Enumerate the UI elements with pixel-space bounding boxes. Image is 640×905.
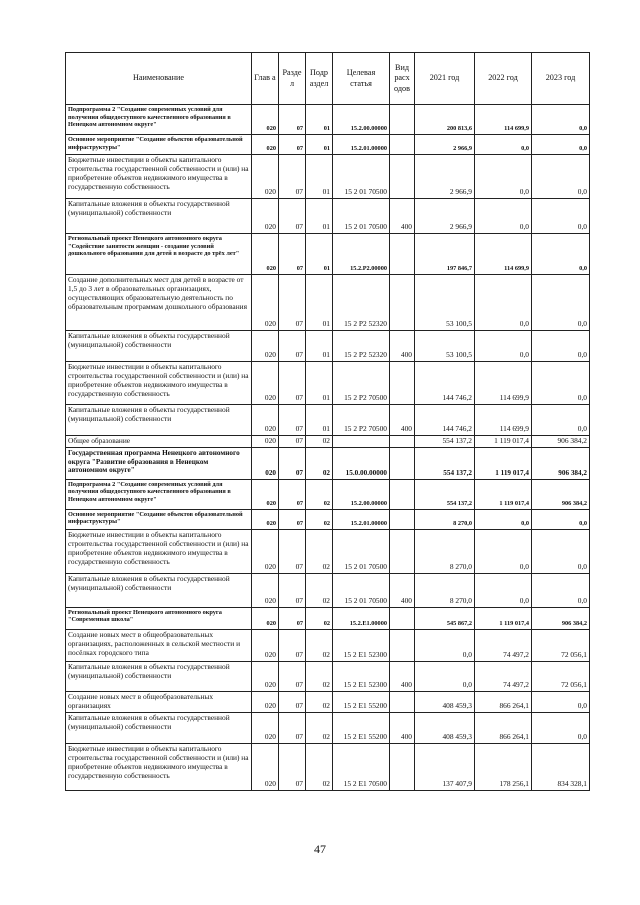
row-vid	[390, 436, 415, 448]
row-vid	[390, 105, 415, 135]
row-name: Капитальные вложения в объекты государственной (муниципальной) собственности	[66, 199, 252, 234]
row-2022: 0,0	[475, 155, 532, 199]
table-row	[66, 105, 590, 135]
row-2021: 137 407,9	[415, 743, 475, 790]
row-glava: 020	[252, 607, 279, 629]
row-vid	[390, 275, 415, 331]
row-2022: 0,0	[475, 573, 532, 607]
row-article: 15.2.01.00000	[333, 509, 390, 529]
row-2023: 72 056,1	[532, 661, 590, 691]
table-row	[66, 155, 590, 199]
row-name: Основное мероприятие "Создание объектов образовательной инфраструктуры"	[66, 135, 252, 155]
row-podrazdel: 02	[306, 712, 333, 743]
row-razdel: 07	[279, 573, 306, 607]
row-article: 15 2 Е1 55200	[333, 691, 390, 712]
row-2022: 1 119 017,4	[475, 447, 532, 479]
table-row	[66, 529, 590, 573]
row-article: 15 2 Е1 52300	[333, 629, 390, 661]
row-vid	[390, 607, 415, 629]
table-row	[66, 712, 590, 743]
row-2021: 2 966,9	[415, 199, 475, 234]
row-2022: 1 119 017,4	[475, 607, 532, 629]
row-2021: 408 459,3	[415, 691, 475, 712]
row-name: Государственная программа Ненецкого автономного округа "Развитие образования в Ненецком автономном округе"	[66, 447, 252, 479]
row-glava: 020	[252, 436, 279, 448]
row-article: 15.2.00.00000	[333, 479, 390, 509]
row-razdel: 07	[279, 331, 306, 362]
row-article: 15 2 Е1 70500	[333, 743, 390, 790]
row-vid	[390, 155, 415, 199]
row-name: Подпрограмма 2 "Создание современных условий для получения общедоступного качественного образования в Ненецком автономном округе"	[66, 105, 252, 135]
row-name: Бюджетные инвестиции в объекты капитального строительства государственной собственности и (или) на приобретение объектов недвижимого имущества в государственную собственность	[66, 362, 252, 405]
row-glava: 020	[252, 743, 279, 790]
row-name: Капитальные вложения в объекты государственной (муниципальной) собственности	[66, 712, 252, 743]
row-vid	[390, 743, 415, 790]
row-2023: 0,0	[532, 405, 590, 436]
row-podrazdel: 01	[306, 331, 333, 362]
row-2022: 0,0	[475, 331, 532, 362]
row-podrazdel: 01	[306, 362, 333, 405]
row-2023: 906 384,2	[532, 447, 590, 479]
row-razdel: 07	[279, 629, 306, 661]
row-razdel: 07	[279, 234, 306, 275]
row-podrazdel: 02	[306, 661, 333, 691]
row-razdel: 07	[279, 691, 306, 712]
row-razdel: 07	[279, 275, 306, 331]
row-glava: 020	[252, 199, 279, 234]
row-2023: 0,0	[532, 275, 590, 331]
table-row	[66, 275, 590, 331]
row-name: Общее образование	[66, 436, 252, 448]
row-vid: 400	[390, 573, 415, 607]
row-podrazdel: 02	[306, 691, 333, 712]
row-article	[333, 436, 390, 448]
row-vid	[390, 447, 415, 479]
row-podrazdel: 02	[306, 479, 333, 509]
row-2022: 0,0	[475, 509, 532, 529]
row-2021: 8 270,0	[415, 509, 475, 529]
row-vid	[390, 362, 415, 405]
row-name: Капитальные вложения в объекты государственной (муниципальной) собственности	[66, 661, 252, 691]
row-razdel: 07	[279, 743, 306, 790]
table-row	[66, 405, 590, 436]
row-article: 15 2 Р2 52320	[333, 275, 390, 331]
table-row	[66, 479, 590, 509]
row-2022: 0,0	[475, 275, 532, 331]
row-article: 15.0.00.00000	[333, 447, 390, 479]
header-2022: 2022 год	[475, 53, 532, 105]
row-vid	[390, 479, 415, 509]
row-2022: 114 699,9	[475, 362, 532, 405]
row-name: Бюджетные инвестиции в объекты капитального строительства государственной собственности и (или) на приобретение объектов недвижимого имущества в государственную собственность	[66, 155, 252, 199]
row-article: 15.2.01.00000	[333, 135, 390, 155]
table-row	[66, 573, 590, 607]
row-2022: 0,0	[475, 529, 532, 573]
table-row	[66, 629, 590, 661]
header-2023: 2023 год	[532, 53, 590, 105]
row-razdel: 07	[279, 405, 306, 436]
row-2022: 1 119 017,4	[475, 479, 532, 509]
row-glava: 020	[252, 405, 279, 436]
row-razdel: 07	[279, 362, 306, 405]
row-name: Капитальные вложения в объекты государственной (муниципальной) собственности	[66, 331, 252, 362]
header-article: Целевая статья	[333, 53, 390, 105]
row-2022: 74 497,2	[475, 629, 532, 661]
row-podrazdel: 01	[306, 105, 333, 135]
row-razdel: 07	[279, 436, 306, 448]
row-podrazdel: 02	[306, 629, 333, 661]
table-row	[66, 331, 590, 362]
row-podrazdel: 02	[306, 743, 333, 790]
row-2022: 178 256,1	[475, 743, 532, 790]
row-podrazdel: 01	[306, 199, 333, 234]
table-row	[66, 607, 590, 629]
table-row	[66, 234, 590, 275]
row-2023: 0,0	[532, 362, 590, 405]
row-2022: 1 119 017,4	[475, 436, 532, 448]
row-razdel: 07	[279, 607, 306, 629]
row-vid	[390, 629, 415, 661]
table-row	[66, 447, 590, 479]
row-vid: 400	[390, 405, 415, 436]
row-name: Бюджетные инвестиции в объекты капитального строительства государственной собственности и (или) на приобретение объектов недвижимого имущества в государственную собственность	[66, 743, 252, 790]
row-vid	[390, 529, 415, 573]
header-glava: Глав а	[252, 53, 279, 105]
row-2022: 866 264,1	[475, 691, 532, 712]
row-glava: 020	[252, 661, 279, 691]
row-2022: 74 497,2	[475, 661, 532, 691]
row-2022: 0,0	[475, 199, 532, 234]
row-razdel: 07	[279, 135, 306, 155]
row-glava: 020	[252, 629, 279, 661]
row-article: 15 2 01 70500	[333, 573, 390, 607]
row-name: Создание новых мест в общеобразовательных организациях	[66, 691, 252, 712]
budget-table	[65, 52, 590, 791]
row-2022: 114 699,9	[475, 405, 532, 436]
row-podrazdel: 02	[306, 573, 333, 607]
row-glava: 020	[252, 447, 279, 479]
header-razdel: Разде л	[279, 53, 306, 105]
row-article: 15 2 Р2 70500	[333, 362, 390, 405]
row-podrazdel: 01	[306, 275, 333, 331]
row-2023: 0,0	[532, 712, 590, 743]
row-2023: 0,0	[532, 331, 590, 362]
row-glava: 020	[252, 331, 279, 362]
row-2021: 2 966,9	[415, 155, 475, 199]
header-vid: Вид расх одов	[390, 53, 415, 105]
row-2021: 197 846,7	[415, 234, 475, 275]
row-2021: 554 137,2	[415, 447, 475, 479]
row-2021: 554 137,2	[415, 436, 475, 448]
row-vid: 400	[390, 661, 415, 691]
row-2023: 0,0	[532, 509, 590, 529]
row-2021: 0,0	[415, 629, 475, 661]
row-2021: 554 137,2	[415, 479, 475, 509]
row-vid	[390, 691, 415, 712]
table-row	[66, 661, 590, 691]
row-glava: 020	[252, 105, 279, 135]
row-name: Региональный проект Ненецкого автономного округа "Содействие занятости женщин - создание условий дошкольного образования для детей в возрасте до трёх лет"	[66, 234, 252, 275]
row-2023: 0,0	[532, 234, 590, 275]
row-podrazdel: 02	[306, 529, 333, 573]
row-2021: 8 270,0	[415, 529, 475, 573]
row-vid: 400	[390, 331, 415, 362]
row-2023: 0,0	[532, 529, 590, 573]
row-podrazdel: 02	[306, 607, 333, 629]
row-name: Капитальные вложения в объекты государственной (муниципальной) собственности	[66, 405, 252, 436]
row-article: 15 2 01 70500	[333, 529, 390, 573]
row-razdel: 07	[279, 105, 306, 135]
row-2021: 53 100,5	[415, 275, 475, 331]
row-name: Капитальные вложения в объекты государственной (муниципальной) собственности	[66, 573, 252, 607]
row-2023: 0,0	[532, 105, 590, 135]
row-2023: 72 056,1	[532, 629, 590, 661]
row-article: 15 2 01 70500	[333, 199, 390, 234]
table-row	[66, 199, 590, 234]
row-article: 15.2.Е1.00000	[333, 607, 390, 629]
row-razdel: 07	[279, 199, 306, 234]
row-2023: 0,0	[532, 135, 590, 155]
row-vid	[390, 509, 415, 529]
row-2022: 866 264,1	[475, 712, 532, 743]
row-article: 15 2 Р2 52320	[333, 331, 390, 362]
table-row	[66, 691, 590, 712]
row-name: Подпрограмма 2 "Создание современных условий для получения общедоступного качественного образования в Ненецком автономном округе"	[66, 479, 252, 509]
row-glava: 020	[252, 275, 279, 331]
row-2023: 834 328,1	[532, 743, 590, 790]
row-2022: 114 699,9	[475, 105, 532, 135]
header-podrazdel: Подр аздел	[306, 53, 333, 105]
row-article: 15 2 Е1 52300	[333, 661, 390, 691]
row-glava: 020	[252, 509, 279, 529]
row-glava: 020	[252, 479, 279, 509]
row-glava: 020	[252, 155, 279, 199]
row-2023: 906 384,2	[532, 436, 590, 448]
row-podrazdel: 01	[306, 155, 333, 199]
row-article: 15.2.00.00000	[333, 105, 390, 135]
row-article: 15 2 01 70500	[333, 155, 390, 199]
row-article: 15 2 Р2 70500	[333, 405, 390, 436]
page-number: 47	[314, 842, 326, 856]
row-article: 15.2.Р2.00000	[333, 234, 390, 275]
row-glava: 020	[252, 691, 279, 712]
row-2021: 0,0	[415, 661, 475, 691]
row-2022: 0,0	[475, 135, 532, 155]
row-vid: 400	[390, 199, 415, 234]
row-vid	[390, 135, 415, 155]
row-podrazdel: 02	[306, 436, 333, 448]
row-podrazdel: 01	[306, 135, 333, 155]
table-body	[66, 105, 590, 791]
row-podrazdel: 01	[306, 405, 333, 436]
row-2022: 114 699,9	[475, 234, 532, 275]
row-glava: 020	[252, 234, 279, 275]
row-2023: 906 384,2	[532, 607, 590, 629]
row-glava: 020	[252, 135, 279, 155]
row-name: Создание дополнительных мест для детей в возрасте от 1,5 до 3 лет в образовательных организациях, осуществляющих образовательную деятельность по образовательным программам дошкольного образования	[66, 275, 252, 331]
row-2021: 53 100,5	[415, 331, 475, 362]
row-razdel: 07	[279, 447, 306, 479]
table-row	[66, 509, 590, 529]
row-name: Основное мероприятие "Создание объектов образовательной инфраструктуры"	[66, 509, 252, 529]
row-2021: 144 746,2	[415, 405, 475, 436]
row-name: Бюджетные инвестиции в объекты капитального строительства государственной собственности и (или) на приобретение объектов недвижимого имущества в государственную собственность	[66, 529, 252, 573]
row-name: Создание новых мест в общеобразовательных организациях, расположенных в сельской местности и посёлках городского типа	[66, 629, 252, 661]
row-2023: 0,0	[532, 573, 590, 607]
table-row	[66, 436, 590, 448]
row-2021: 408 459,3	[415, 712, 475, 743]
header-2021: 2021 год	[415, 53, 475, 105]
header-name: Наименование	[66, 53, 252, 105]
row-2021: 200 813,6	[415, 105, 475, 135]
row-glava: 020	[252, 529, 279, 573]
row-2023: 0,0	[532, 155, 590, 199]
row-article: 15 2 Е1 55200	[333, 712, 390, 743]
row-2021: 8 270,0	[415, 573, 475, 607]
row-2021: 144 746,2	[415, 362, 475, 405]
row-podrazdel: 01	[306, 234, 333, 275]
row-vid	[390, 234, 415, 275]
row-razdel: 07	[279, 479, 306, 509]
table-row	[66, 362, 590, 405]
table-row	[66, 743, 590, 790]
row-podrazdel: 02	[306, 447, 333, 479]
row-vid: 400	[390, 712, 415, 743]
row-razdel: 07	[279, 509, 306, 529]
row-2023: 906 384,2	[532, 479, 590, 509]
row-glava: 020	[252, 362, 279, 405]
row-2021: 545 867,2	[415, 607, 475, 629]
row-podrazdel: 02	[306, 509, 333, 529]
row-2023: 0,0	[532, 691, 590, 712]
row-name: Региональный проект Ненецкого автономного округа "Современная школа"	[66, 607, 252, 629]
table-header-row	[66, 53, 590, 105]
row-2023: 0,0	[532, 199, 590, 234]
row-glava: 020	[252, 573, 279, 607]
row-razdel: 07	[279, 155, 306, 199]
row-razdel: 07	[279, 712, 306, 743]
row-razdel: 07	[279, 529, 306, 573]
row-razdel: 07	[279, 661, 306, 691]
row-2021: 2 966,9	[415, 135, 475, 155]
row-glava: 020	[252, 712, 279, 743]
table-row	[66, 135, 590, 155]
